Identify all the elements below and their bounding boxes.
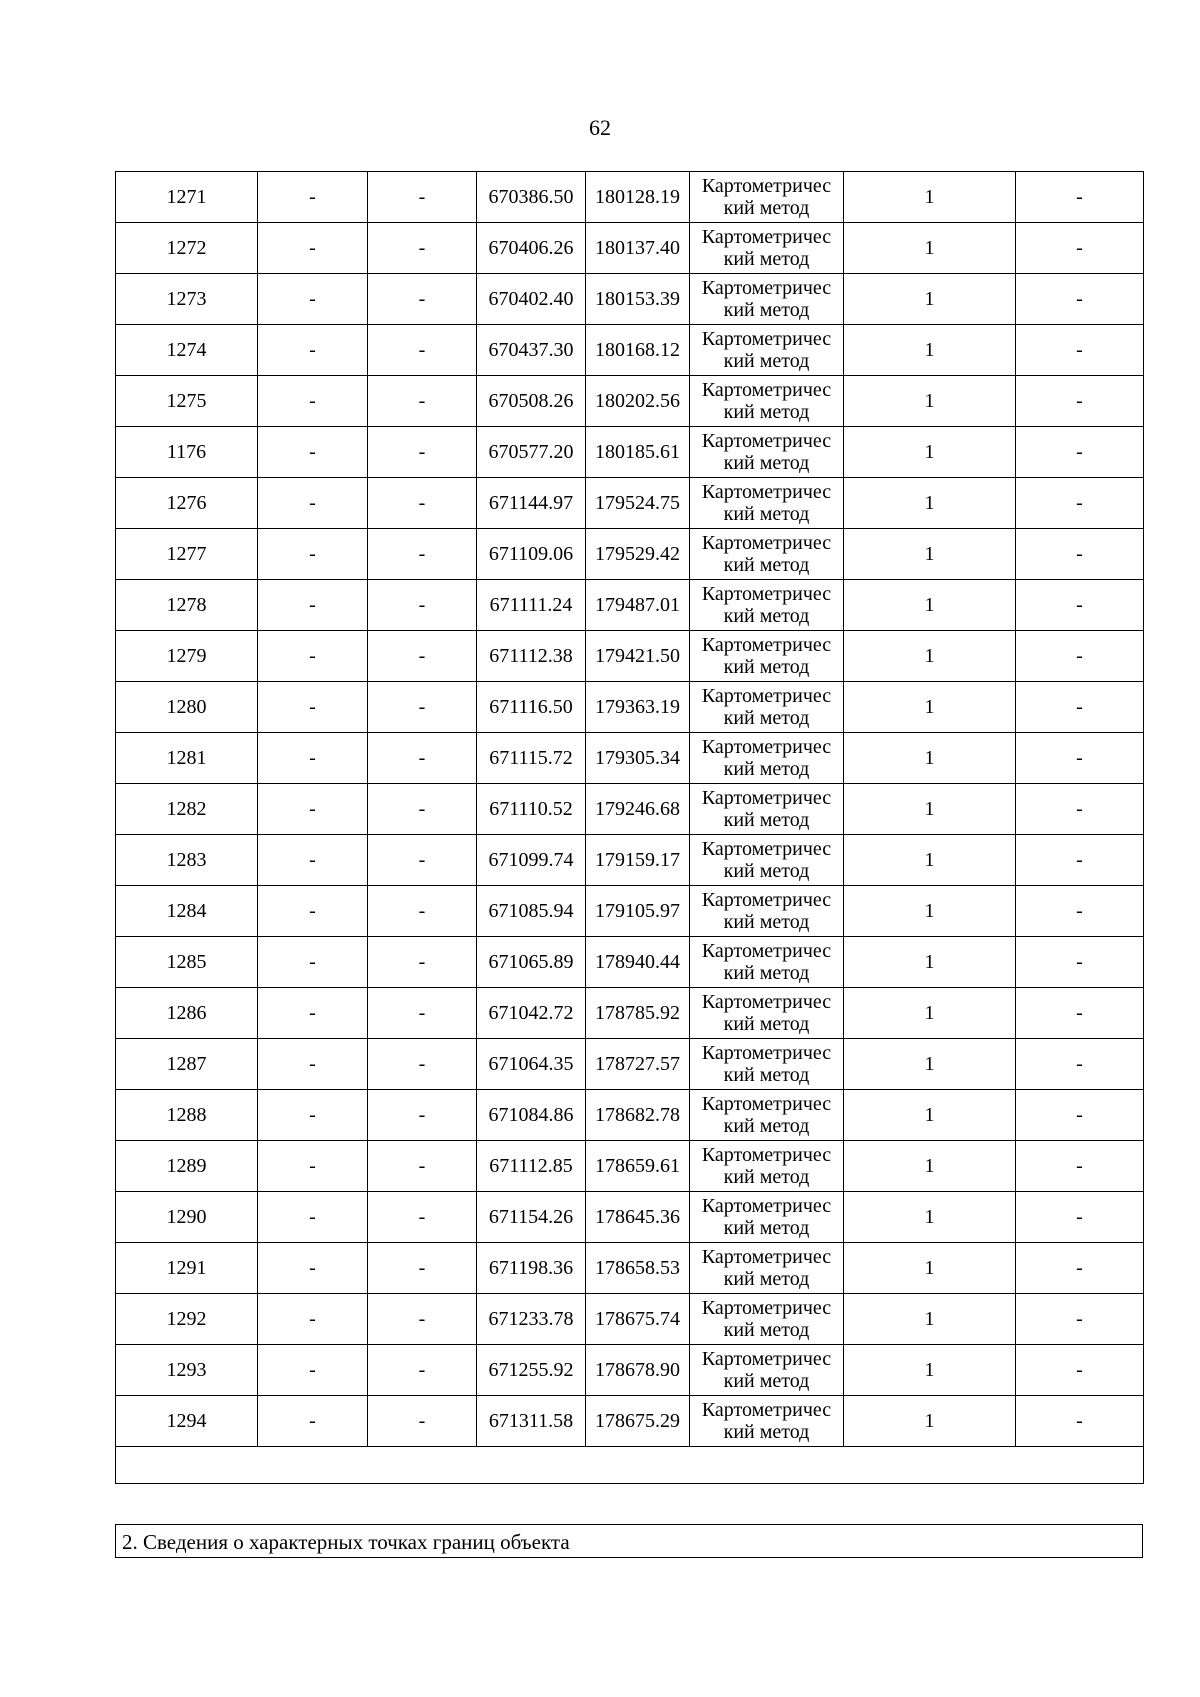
method-text-line2: кий метод: [723, 1013, 810, 1035]
point-number-cell: 1294: [116, 1396, 258, 1447]
accuracy-cell: 1: [844, 1243, 1016, 1294]
x-coordinate-cell: 671099.74: [477, 835, 586, 886]
x-coordinate-cell: 671112.38: [477, 631, 586, 682]
description-cell: -: [1016, 1243, 1144, 1294]
y-coordinate-cell: 178678.90: [586, 1345, 690, 1396]
y-coordinate-cell: 180168.12: [586, 325, 690, 376]
method-text-line1: Картометричес: [701, 1246, 832, 1268]
empty-value-cell: -: [258, 1039, 368, 1090]
method-cell: [690, 937, 844, 988]
method-text-line2: кий метод: [723, 503, 810, 525]
x-coordinate-cell: 671311.58: [477, 1396, 586, 1447]
point-number-cell: 1273: [116, 274, 258, 325]
point-number-cell: 1289: [116, 1141, 258, 1192]
section-heading: 2. Сведения о характерных точках границ объекта: [115, 1524, 1143, 1558]
y-coordinate-cell: 179305.34: [586, 733, 690, 784]
y-coordinate-cell: 179363.19: [586, 682, 690, 733]
method-cell: [690, 274, 844, 325]
method-text-line1: Картометричес: [701, 1042, 832, 1064]
empty-value-cell: -: [258, 1345, 368, 1396]
method-text-line2: кий метод: [723, 809, 810, 831]
point-number-cell: 1292: [116, 1294, 258, 1345]
table-row: [116, 1039, 1144, 1090]
empty-value-cell: -: [258, 733, 368, 784]
accuracy-cell: 1: [844, 1396, 1016, 1447]
point-number-cell: 1284: [116, 886, 258, 937]
method-text-line1: Картометричес: [701, 1195, 832, 1217]
table-row: [116, 427, 1144, 478]
method-text-line2: кий метод: [723, 299, 810, 321]
accuracy-cell: 1: [844, 1294, 1016, 1345]
method-cell: [690, 376, 844, 427]
method-text-line1: Картометричес: [701, 226, 832, 248]
y-coordinate-cell: 180153.39: [586, 274, 690, 325]
method-text-line2: кий метод: [723, 911, 810, 933]
method-cell: [690, 733, 844, 784]
method-text-line2: кий метод: [723, 554, 810, 576]
description-cell: -: [1016, 988, 1144, 1039]
table-row: [116, 1345, 1144, 1396]
table-row: [116, 988, 1144, 1039]
x-coordinate-cell: 671084.86: [477, 1090, 586, 1141]
description-cell: -: [1016, 376, 1144, 427]
accuracy-cell: 1: [844, 274, 1016, 325]
method-text-line2: кий метод: [723, 860, 810, 882]
point-number-cell: 1282: [116, 784, 258, 835]
table-row: [116, 580, 1144, 631]
method-text-line1: Картометричес: [701, 481, 832, 503]
point-number-cell: 1285: [116, 937, 258, 988]
empty-value-cell: -: [258, 223, 368, 274]
x-coordinate-cell: 671110.52: [477, 784, 586, 835]
method-text-line2: кий метод: [723, 1268, 810, 1290]
method-cell: [690, 682, 844, 733]
description-cell: -: [1016, 580, 1144, 631]
x-coordinate-cell: 671109.06: [477, 529, 586, 580]
accuracy-cell: 1: [844, 376, 1016, 427]
accuracy-cell: 1: [844, 529, 1016, 580]
point-number-cell: 1278: [116, 580, 258, 631]
method-cell: [690, 172, 844, 223]
method-text-line2: кий метод: [723, 1370, 810, 1392]
y-coordinate-cell: 179246.68: [586, 784, 690, 835]
point-number-cell: 1277: [116, 529, 258, 580]
table-row: [116, 376, 1144, 427]
method-cell: [690, 1090, 844, 1141]
description-cell: -: [1016, 274, 1144, 325]
y-coordinate-cell: 180202.56: [586, 376, 690, 427]
empty-value-cell: -: [258, 427, 368, 478]
empty-value-cell: -: [368, 682, 477, 733]
x-coordinate-cell: 670437.30: [477, 325, 586, 376]
description-cell: -: [1016, 1039, 1144, 1090]
empty-value-cell: -: [258, 835, 368, 886]
method-text-line1: Картометричес: [701, 532, 832, 554]
table-row: [116, 835, 1144, 886]
point-number-cell: 1272: [116, 223, 258, 274]
empty-value-cell: -: [258, 937, 368, 988]
table-row: [116, 1243, 1144, 1294]
accuracy-cell: 1: [844, 835, 1016, 886]
accuracy-cell: 1: [844, 172, 1016, 223]
point-number-cell: 1274: [116, 325, 258, 376]
empty-value-cell: -: [258, 784, 368, 835]
method-text-line2: кий метод: [723, 962, 810, 984]
point-number-cell: 1283: [116, 835, 258, 886]
accuracy-cell: 1: [844, 1090, 1016, 1141]
method-text-line1: Картометричес: [701, 787, 832, 809]
method-cell: [690, 427, 844, 478]
empty-value-cell: -: [368, 529, 477, 580]
description-cell: -: [1016, 682, 1144, 733]
y-coordinate-cell: 179524.75: [586, 478, 690, 529]
point-number-cell: 1288: [116, 1090, 258, 1141]
method-cell: [690, 1294, 844, 1345]
empty-value-cell: -: [368, 478, 477, 529]
y-coordinate-cell: 178659.61: [586, 1141, 690, 1192]
empty-value-cell: -: [368, 835, 477, 886]
table-row: [116, 529, 1144, 580]
table-row: [116, 733, 1144, 784]
empty-value-cell: -: [258, 325, 368, 376]
empty-value-cell: -: [258, 682, 368, 733]
description-cell: -: [1016, 835, 1144, 886]
x-coordinate-cell: 671144.97: [477, 478, 586, 529]
point-number-cell: 1275: [116, 376, 258, 427]
point-number-cell: 1291: [116, 1243, 258, 1294]
point-number-cell: 1276: [116, 478, 258, 529]
empty-value-cell: -: [368, 1294, 477, 1345]
y-coordinate-cell: 178940.44: [586, 937, 690, 988]
empty-value-cell: -: [368, 784, 477, 835]
accuracy-cell: 1: [844, 223, 1016, 274]
method-text-line1: Картометричес: [701, 1348, 832, 1370]
x-coordinate-cell: 671255.92: [477, 1345, 586, 1396]
point-number-cell: 1281: [116, 733, 258, 784]
method-cell: [690, 529, 844, 580]
method-text-line1: Картометричес: [701, 634, 832, 656]
empty-value-cell: -: [368, 1141, 477, 1192]
point-number-cell: 1287: [116, 1039, 258, 1090]
table-row: [116, 1192, 1144, 1243]
x-coordinate-cell: 671085.94: [477, 886, 586, 937]
method-text-line1: Картометричес: [701, 583, 832, 605]
accuracy-cell: 1: [844, 580, 1016, 631]
description-cell: -: [1016, 784, 1144, 835]
empty-value-cell: -: [368, 274, 477, 325]
table-row: [116, 1141, 1144, 1192]
method-cell: [690, 1141, 844, 1192]
method-text-line1: Картометричес: [701, 1297, 832, 1319]
table-row: [116, 1396, 1144, 1447]
description-cell: -: [1016, 631, 1144, 682]
table-row: [116, 223, 1144, 274]
page-number: 62: [589, 115, 611, 140]
empty-value-cell: -: [258, 376, 368, 427]
accuracy-cell: 1: [844, 325, 1016, 376]
accuracy-cell: 1: [844, 478, 1016, 529]
description-cell: -: [1016, 529, 1144, 580]
description-cell: -: [1016, 886, 1144, 937]
y-coordinate-cell: 179105.97: [586, 886, 690, 937]
table-row: [116, 172, 1144, 223]
empty-value-cell: -: [368, 937, 477, 988]
method-text-line2: кий метод: [723, 401, 810, 423]
method-text-line2: кий метод: [723, 248, 810, 270]
y-coordinate-cell: 179487.01: [586, 580, 690, 631]
method-text-line2: кий метод: [723, 197, 810, 219]
description-cell: -: [1016, 223, 1144, 274]
description-cell: -: [1016, 325, 1144, 376]
x-coordinate-cell: 671233.78: [477, 1294, 586, 1345]
method-cell: [690, 631, 844, 682]
x-coordinate-cell: 671112.85: [477, 1141, 586, 1192]
accuracy-cell: 1: [844, 427, 1016, 478]
description-cell: -: [1016, 1345, 1144, 1396]
table-empty-row: [116, 1447, 1144, 1484]
x-coordinate-cell: 670406.26: [477, 223, 586, 274]
empty-value-cell: -: [368, 223, 477, 274]
empty-value-cell: -: [258, 1192, 368, 1243]
table-row: [116, 325, 1144, 376]
method-cell: [690, 1396, 844, 1447]
table-row: [116, 478, 1144, 529]
method-cell: [690, 223, 844, 274]
x-coordinate-cell: 670402.40: [477, 274, 586, 325]
y-coordinate-cell: 178785.92: [586, 988, 690, 1039]
empty-value-cell: -: [368, 1396, 477, 1447]
method-text-line2: кий метод: [723, 1064, 810, 1086]
empty-value-cell: -: [368, 172, 477, 223]
accuracy-cell: 1: [844, 1345, 1016, 1396]
accuracy-cell: 1: [844, 1141, 1016, 1192]
x-coordinate-cell: 671198.36: [477, 1243, 586, 1294]
point-number-cell: 1271: [116, 172, 258, 223]
description-cell: -: [1016, 1141, 1144, 1192]
accuracy-cell: 1: [844, 1039, 1016, 1090]
y-coordinate-cell: 178682.78: [586, 1090, 690, 1141]
method-text-line1: Картометричес: [701, 1144, 832, 1166]
empty-value-cell: -: [258, 1141, 368, 1192]
description-cell: -: [1016, 937, 1144, 988]
method-cell: [690, 1243, 844, 1294]
y-coordinate-cell: 180128.19: [586, 172, 690, 223]
y-coordinate-cell: 180185.61: [586, 427, 690, 478]
description-cell: -: [1016, 1090, 1144, 1141]
empty-value-cell: -: [368, 376, 477, 427]
description-cell: -: [1016, 478, 1144, 529]
y-coordinate-cell: 179421.50: [586, 631, 690, 682]
method-text-line1: Картометричес: [701, 175, 832, 197]
description-cell: -: [1016, 1192, 1144, 1243]
x-coordinate-cell: 670386.50: [477, 172, 586, 223]
point-number-cell: 1176: [116, 427, 258, 478]
empty-value-cell: -: [258, 1243, 368, 1294]
table-row: [116, 886, 1144, 937]
x-coordinate-cell: 671064.35: [477, 1039, 586, 1090]
empty-value-cell: -: [368, 988, 477, 1039]
coordinates-table: [115, 171, 1144, 1484]
point-number-cell: 1293: [116, 1345, 258, 1396]
method-text-line2: кий метод: [723, 1421, 810, 1443]
x-coordinate-cell: 671111.24: [477, 580, 586, 631]
empty-value-cell: -: [368, 1090, 477, 1141]
method-cell: [690, 835, 844, 886]
description-cell: -: [1016, 1396, 1144, 1447]
method-text-line2: кий метод: [723, 605, 810, 627]
empty-value-cell: -: [258, 631, 368, 682]
table-row: [116, 784, 1144, 835]
empty-value-cell: -: [368, 580, 477, 631]
method-text-line2: кий метод: [723, 758, 810, 780]
point-number-cell: 1290: [116, 1192, 258, 1243]
y-coordinate-cell: 178727.57: [586, 1039, 690, 1090]
accuracy-cell: 1: [844, 784, 1016, 835]
method-text-line2: кий метод: [723, 1319, 810, 1341]
method-text-line2: кий метод: [723, 656, 810, 678]
y-coordinate-cell: 179529.42: [586, 529, 690, 580]
point-number-cell: 1279: [116, 631, 258, 682]
y-coordinate-cell: 178658.53: [586, 1243, 690, 1294]
y-coordinate-cell: 179159.17: [586, 835, 690, 886]
method-cell: [690, 325, 844, 376]
empty-value-cell: -: [258, 1294, 368, 1345]
empty-value-cell: -: [368, 886, 477, 937]
accuracy-cell: 1: [844, 682, 1016, 733]
method-text-line1: Картометричес: [701, 1399, 832, 1421]
y-coordinate-cell: 180137.40: [586, 223, 690, 274]
empty-value-cell: -: [368, 427, 477, 478]
table-row: [116, 937, 1144, 988]
empty-value-cell: -: [368, 733, 477, 784]
empty-value-cell: -: [258, 1090, 368, 1141]
x-coordinate-cell: 671065.89: [477, 937, 586, 988]
accuracy-cell: 1: [844, 631, 1016, 682]
method-text-line1: Картометричес: [701, 940, 832, 962]
x-coordinate-cell: 671115.72: [477, 733, 586, 784]
point-number-cell: 1280: [116, 682, 258, 733]
empty-value-cell: -: [368, 1345, 477, 1396]
method-cell: [690, 580, 844, 631]
method-text-line1: Картометричес: [701, 991, 832, 1013]
empty-value-cell: -: [368, 325, 477, 376]
method-text-line1: Картометричес: [701, 277, 832, 299]
empty-value-cell: -: [258, 172, 368, 223]
method-text-line2: кий метод: [723, 350, 810, 372]
empty-value-cell: -: [368, 1039, 477, 1090]
method-text-line2: кий метод: [723, 1166, 810, 1188]
empty-value-cell: -: [368, 1192, 477, 1243]
method-text-line2: кий метод: [723, 1217, 810, 1239]
method-cell: [690, 1039, 844, 1090]
accuracy-cell: 1: [844, 1192, 1016, 1243]
method-text-line1: Картометричес: [701, 430, 832, 452]
empty-value-cell: -: [258, 988, 368, 1039]
accuracy-cell: 1: [844, 937, 1016, 988]
method-text-line1: Картометричес: [701, 736, 832, 758]
table-row: [116, 274, 1144, 325]
x-coordinate-cell: 671042.72: [477, 988, 586, 1039]
table-row: [116, 1294, 1144, 1345]
empty-value-cell: -: [368, 631, 477, 682]
empty-value-cell: -: [258, 1396, 368, 1447]
method-text-line1: Картометричес: [701, 1093, 832, 1115]
method-text-line2: кий метод: [723, 1115, 810, 1137]
x-coordinate-cell: 670577.20: [477, 427, 586, 478]
description-cell: -: [1016, 172, 1144, 223]
method-cell: [690, 478, 844, 529]
table-row: [116, 631, 1144, 682]
y-coordinate-cell: 178675.29: [586, 1396, 690, 1447]
method-text-line1: Картометричес: [701, 685, 832, 707]
method-text-line1: Картометричес: [701, 379, 832, 401]
empty-cell: [116, 1447, 1144, 1484]
accuracy-cell: 1: [844, 988, 1016, 1039]
y-coordinate-cell: 178675.74: [586, 1294, 690, 1345]
x-coordinate-cell: 671154.26: [477, 1192, 586, 1243]
empty-value-cell: -: [258, 274, 368, 325]
method-text-line1: Картометричес: [701, 889, 832, 911]
method-cell: [690, 988, 844, 1039]
accuracy-cell: 1: [844, 886, 1016, 937]
description-cell: -: [1016, 427, 1144, 478]
point-number-cell: 1286: [116, 988, 258, 1039]
table-row: [116, 682, 1144, 733]
method-text-line1: Картометричес: [701, 328, 832, 350]
description-cell: -: [1016, 1294, 1144, 1345]
empty-value-cell: -: [258, 580, 368, 631]
empty-value-cell: -: [258, 886, 368, 937]
method-cell: [690, 886, 844, 937]
empty-value-cell: -: [258, 478, 368, 529]
method-text-line1: Картометричес: [701, 838, 832, 860]
empty-value-cell: -: [258, 529, 368, 580]
x-coordinate-cell: 670508.26: [477, 376, 586, 427]
x-coordinate-cell: 671116.50: [477, 682, 586, 733]
y-coordinate-cell: 178645.36: [586, 1192, 690, 1243]
accuracy-cell: 1: [844, 733, 1016, 784]
table-row: [116, 1090, 1144, 1141]
method-text-line2: кий метод: [723, 707, 810, 729]
method-cell: [690, 1345, 844, 1396]
method-cell: [690, 784, 844, 835]
method-cell: [690, 1192, 844, 1243]
description-cell: -: [1016, 733, 1144, 784]
method-text-line2: кий метод: [723, 452, 810, 474]
table-body: [116, 172, 1144, 1484]
empty-value-cell: -: [368, 1243, 477, 1294]
